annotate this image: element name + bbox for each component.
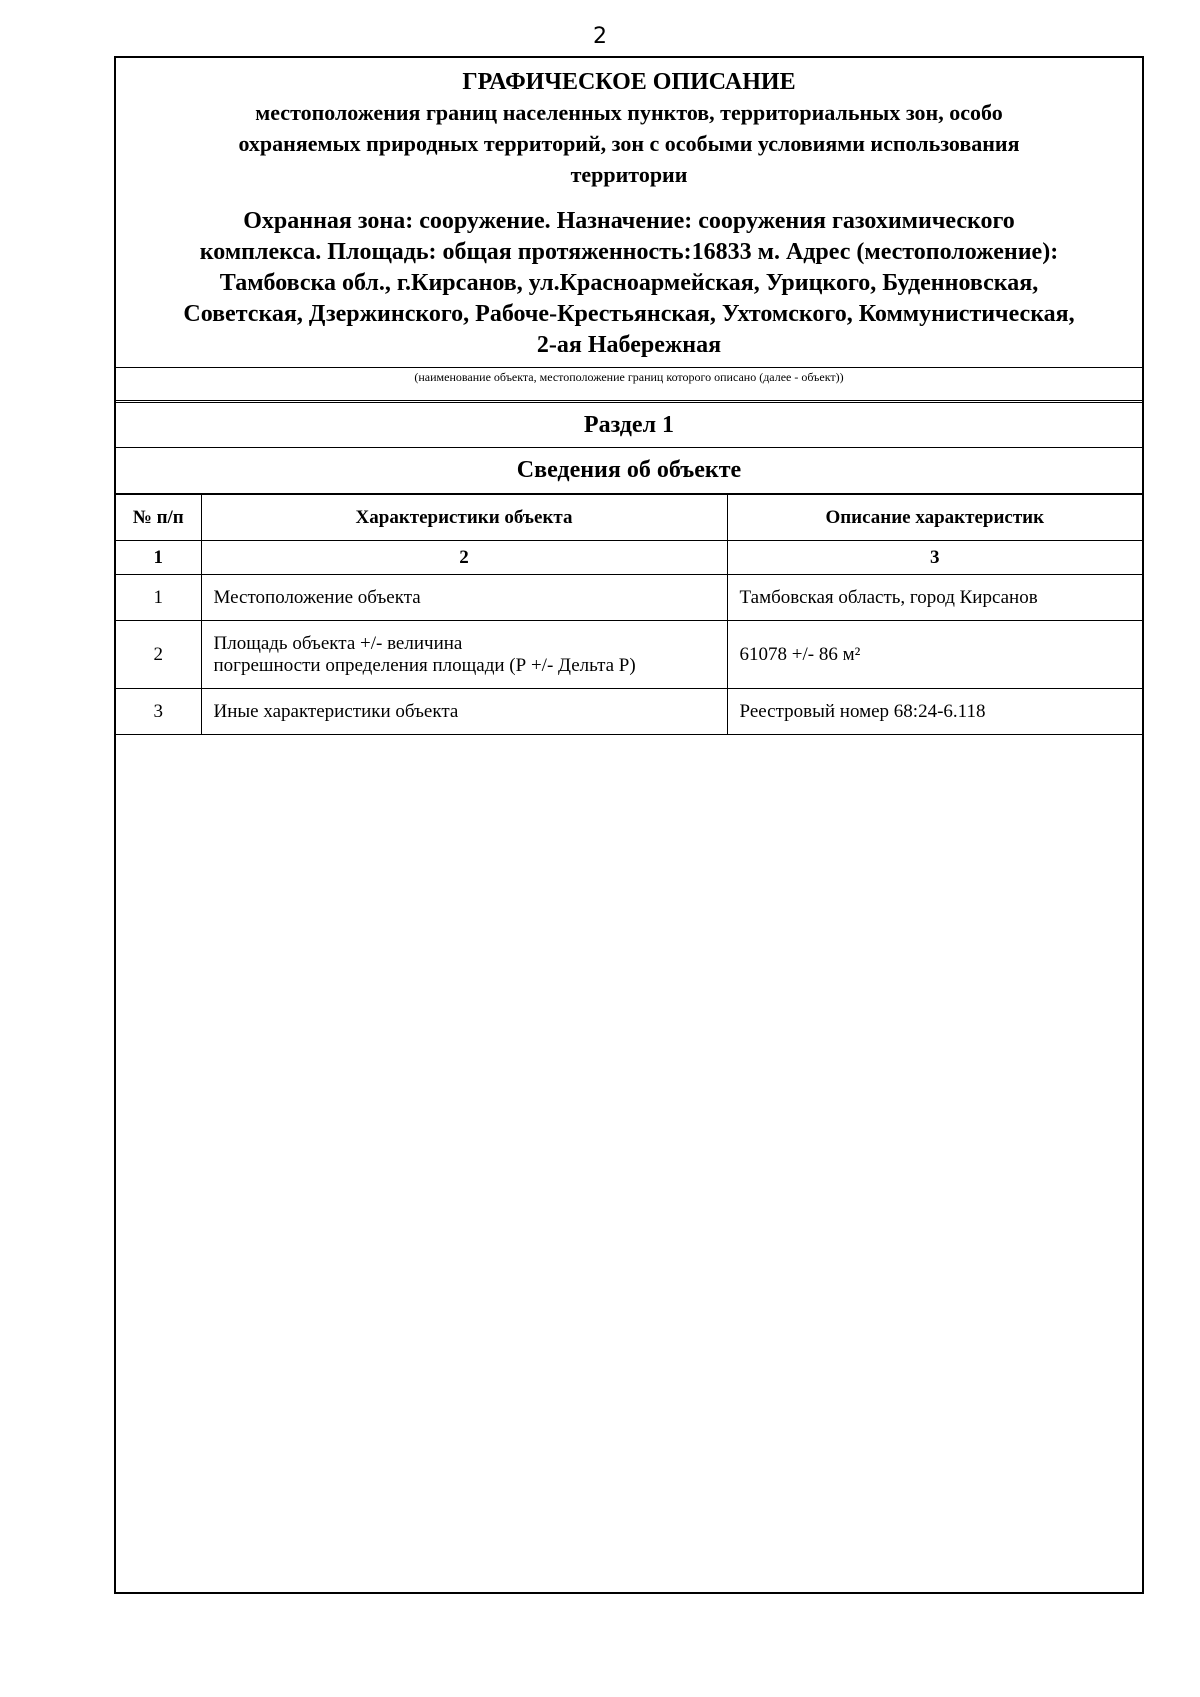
column-header-description: Описание характеристик [727,495,1142,541]
object-line: 2-ая Набережная [536,332,722,358]
row-description: Тамбовская область, город Кирсанов [727,575,1142,621]
object-line: Тамбовска обл., г.Кирсанов, ул.Красноармейская, Урицкого, Буденновская, [219,270,1039,296]
column-number: 2 [201,541,727,575]
column-header-characteristics: Характеристики объекта [201,495,727,541]
object-info-table [116,494,1142,735]
table-header-row [116,495,1142,541]
page-number: 2 [593,24,607,49]
row-description: Реестровый номер 68:24-6.118 [727,689,1142,735]
characteristic-line: Иные характеристики объекта [213,700,459,722]
row-characteristic [201,621,727,689]
row-number: 1 [116,575,201,621]
characteristic-line: погрешности определения площади (Р +/- Дельта Р) [213,654,636,676]
document-frame [114,56,1144,1594]
row-number: 2 [116,621,201,689]
row-description: 61078 +/- 86 м² [727,621,1142,689]
table-row [116,689,1142,735]
table-row [116,621,1142,689]
column-number: 1 [116,541,201,575]
object-line: комплекса. Площадь: общая протяженность:16833 м. Адрес (местоположение): [199,239,1059,265]
row-number: 3 [116,689,201,735]
row-characteristic [201,575,727,621]
section-subtitle: Сведения об объекте [116,448,1142,494]
document-header [116,58,1142,367]
table-row [116,575,1142,621]
section-title: Раздел 1 [116,402,1142,448]
row-characteristic [201,689,727,735]
characteristic-line: Местоположение объекта [213,586,421,608]
object-line: Охранная зона: сооружение. Назначение: сооружения газохимического [243,208,1015,234]
characteristic-line: Площадь объекта +/- величина [213,632,463,654]
subtitle-line: территории [570,162,688,187]
object-name-caption: (наименование объекта, местоположение границ которого описано (далее - объект)) [116,367,1142,401]
object-line: Советская, Дзержинского, Рабоче-Крестьянская, Ухтомского, Коммунистическая, [183,301,1075,327]
object-description [124,206,1134,367]
column-header-number: № п/п [116,495,201,541]
document-subtitle [124,97,1134,190]
document-title: ГРАФИЧЕСКОЕ ОПИСАНИЕ [462,69,796,95]
column-number-row [116,541,1142,575]
subtitle-line: местоположения границ населенных пунктов, территориальных зон, особо [255,100,1003,125]
subtitle-line: охраняемых природных территорий, зон с особыми условиями использования [238,131,1020,156]
column-number: 3 [727,541,1142,575]
